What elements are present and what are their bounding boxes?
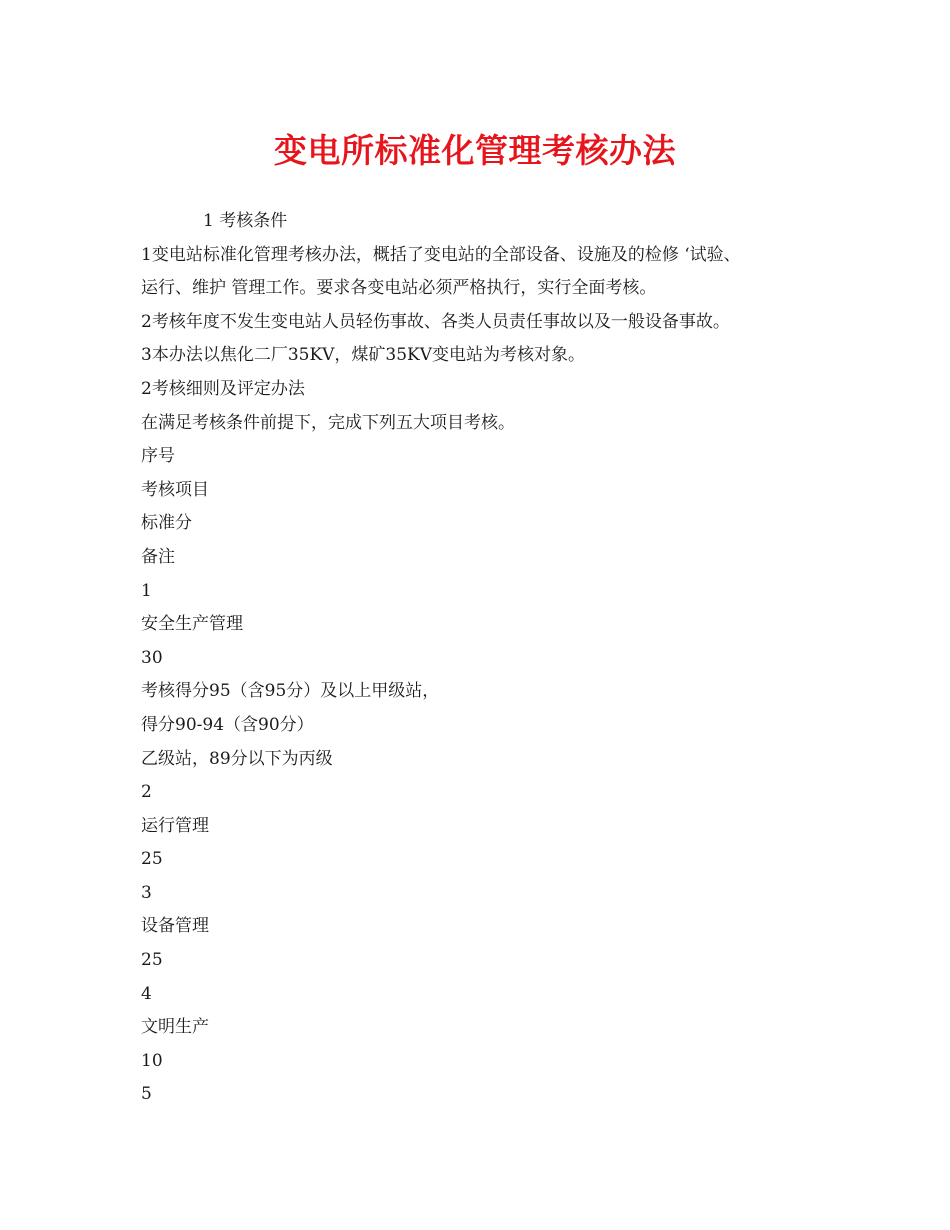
- section-heading: 2考核细则及评定办法: [141, 378, 305, 399]
- table-cell: 考核得分95（含95分）及以上甲级站，: [141, 681, 440, 702]
- table-cell: 3: [141, 882, 152, 903]
- table-cell: 得分90-94（含90分）: [141, 714, 314, 735]
- table-header-cell: 序号: [141, 446, 175, 467]
- table-cell: 25: [141, 950, 163, 971]
- document-title: 变电所标准化管理考核办法: [274, 131, 676, 170]
- table-header-cell: 标准分: [141, 513, 192, 534]
- table-cell: 运行管理: [141, 815, 209, 836]
- section-heading: 1 考核条件: [203, 211, 288, 231]
- table-cell: 4: [141, 983, 152, 1004]
- table-cell: 10: [141, 1050, 163, 1071]
- table-cell: 1: [141, 580, 152, 601]
- table-cell: 2: [141, 782, 152, 803]
- table-cell: 安全生产管理: [141, 614, 243, 635]
- paragraph-line: 1变电站标准化管理考核办法，概括了变电站的全部设备、设施及的检修 ‘试验、: [141, 244, 741, 265]
- paragraph-line: 3本办法以焦化二厂35KV，煤矿35KV变电站为考核对象。: [141, 345, 586, 366]
- paragraph-line: 运行、维护 管理工作。要求各变电站必须严格执行，实行全面考核。: [141, 278, 657, 299]
- paragraph-line: 在满足考核条件前提下，完成下列五大项目考核。: [141, 412, 515, 433]
- table-cell: 文明生产: [141, 1017, 209, 1038]
- table-header-cell: 考核项目: [141, 479, 209, 500]
- table-cell: 设备管理: [141, 916, 209, 937]
- table-cell: 25: [141, 849, 163, 870]
- paragraph-line: 2考核年度不发生变电站人员轻伤事故、各类人员责任事故以及一般设备事故。: [141, 311, 730, 332]
- table-cell: 乙级站，89分以下为丙级: [141, 748, 333, 769]
- table-header-cell: 备注: [141, 546, 175, 567]
- document-body: [141, 207, 821, 1114]
- table-cell: 30: [141, 647, 163, 668]
- table-cell: 5: [141, 1084, 152, 1105]
